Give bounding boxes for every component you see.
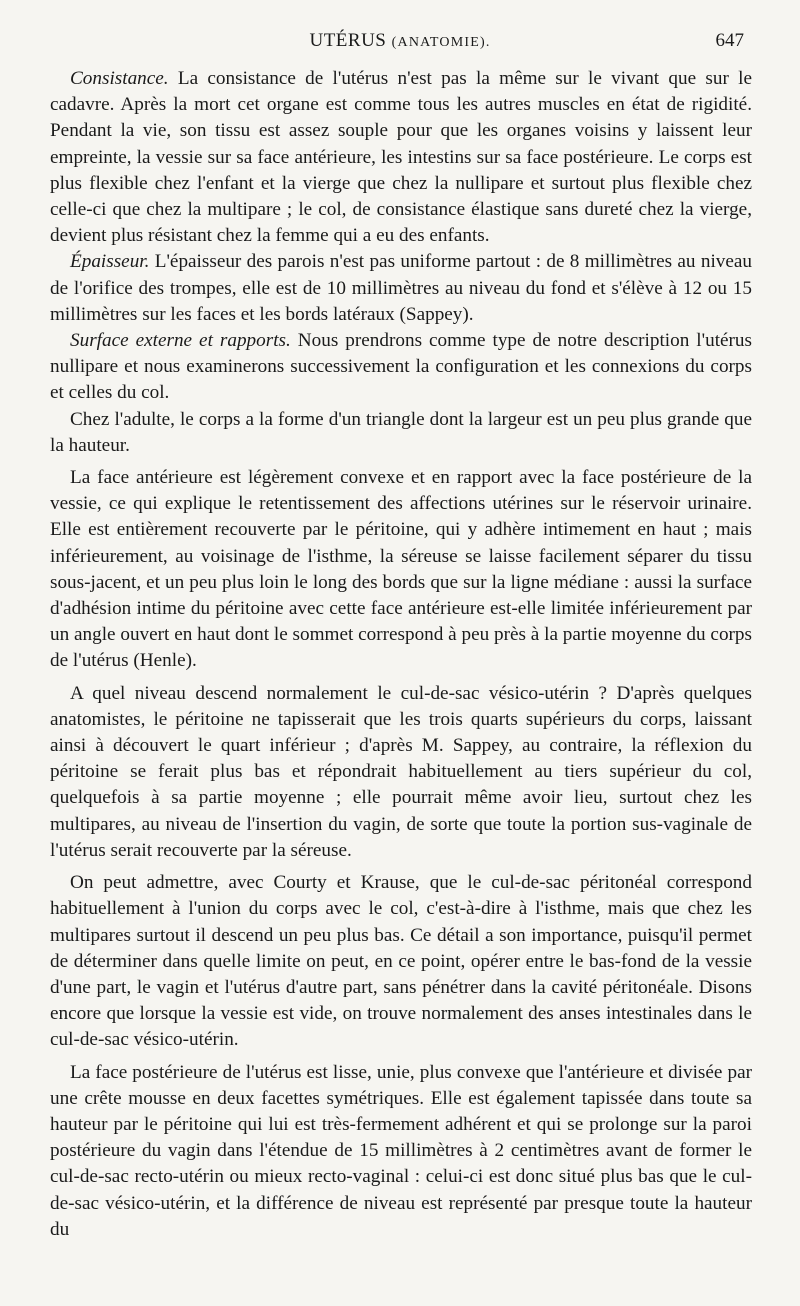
- paragraph-text: A quel niveau descend normalement le cul-de-sac vésico-utérin ? D'après quelques anatomistes, le péritoine ne tapisserait que les trois quarts supérieurs du corps, laissant ainsi à découvert le quart inférieur ; d'après M. Sappey, au contraire, la réflexion du péritoine se ferait plus bas et répondrait habituellement au tiers supérieur du col, quelquefois à sa partie moyenne ; elle pourrait même avoir lieu, surtout chez les multipares, au niveau de l'insertion du vagin, de sorte que toute la portion sus-vaginale de l'utérus serait recouverte par la séreuse.: [50, 682, 752, 861]
- page-header: [48, 30, 752, 58]
- running-title: [48, 30, 752, 52]
- paragraph-corps-adulte: [50, 407, 752, 459]
- paragraph-epaisseur: [50, 249, 752, 328]
- paragraph-face-posterieure: [50, 1060, 752, 1243]
- paragraph-lead: Consistance.: [70, 68, 169, 89]
- paragraph-text: La face antérieure est légèrement convexe et en rapport avec la face postérieure de la vessie, ce qui explique le retentissement des affections utérines sur le réservoir urinaire. Elle est entièrement recouverte par le péritoine, qui y adhère intimement en haut ; mais inférieurement, au voisinage de l'isthme, la séreuse se laisse facilement séparer du tissu sous-jacent, et un peu plus loin le long des bords que sur la ligne médiane : aussi la surface d'adhésion intime du péritoine avec cette face antérieure est-elle limitée inférieurement par un angle ouvert en haut dont le sommet correspond à peu près à la partie moyenne du corps de l'utérus (Henle).: [50, 467, 752, 672]
- page-number: 647: [715, 30, 744, 51]
- paragraph-lead: Surface externe et rapports.: [70, 330, 291, 352]
- body-text: [50, 66, 752, 1243]
- paragraph-text: L'épaisseur des parois n'est pas uniforme partout : de 8 millimètres au niveau de l'orifice des trompes, elle est de 10 millimètres au niveau du fond et s'élève à 12 ou 15 millimètres sur les faces et les bords latéraux (Sappey).: [50, 251, 752, 325]
- paragraph-text: Chez l'adulte, le corps a la forme d'un triangle dont la largeur est un peu plus grande que la hauteur.: [50, 408, 752, 456]
- paragraph-cul-de-sac: [50, 681, 752, 864]
- paragraph-courty-krause: [50, 870, 752, 1053]
- paragraph-text: Nous prendrons comme type de notre description l'utérus nullipare et nous examinerons successivement la configuration et les connexions du corps et celles du col.: [50, 330, 752, 404]
- paragraph-surface-externe: [50, 328, 752, 407]
- paragraph-text: La consistance de l'utérus n'est pas la même sur le vivant que sur le cadavre. Après la mort cet organe est comme tous les autres muscles en état de rigidité. Pendant la vie, son tissu est assez souple pour que les organes voisins y laissent leur empreinte, la vessie sur sa face antérieure, les intestins sur sa face postérieure. Le corps est plus flexible chez l'enfant et la vierge que chez la nullipare et surtout plus flexible chez celle-ci que chez la multipare ; le col, de consistance élastique sans dureté chez la vierge, devient plus résistant chez la femme qui a eu des enfants.: [50, 68, 752, 247]
- paragraph-face-anterieure: [50, 465, 752, 675]
- paragraph-consistance: [50, 66, 752, 249]
- paragraph-lead: Épaisseur.: [70, 251, 150, 273]
- running-title-main: UTÉRUS: [309, 30, 387, 51]
- paragraph-text: La face postérieure de l'utérus est lisse, unie, plus convexe que l'antérieure et divisée par une crête mousse en deux facettes symétriques. Elle est également tapissée dans toute sa hauteur par le péritoine qui lui est très-fermement adhérent et qui se prolonge sur la paroi postérieure du vagin dans l'étendue de 15 millimètres à 2 centimètres avant de former le cul-de-sac recto-utérin ou mieux recto-vaginal : celui-ci est donc situé plus bas que le cul-de-sac vésico-utérin, et la différence de niveau est représenté par presque toute la hauteur du: [50, 1061, 752, 1240]
- paragraph-text: On peut admettre, avec Courty et Krause, que le cul-de-sac péritonéal correspond habituellement à l'union du corps avec le col, c'est-à-dire à l'isthme, mais que chez les multipares surtout il descend un peu plus bas. Ce détail a son importance, puisqu'il permet de déterminer dans quelle limite on peut, en ce point, opérer entre le bas-fond de la vessie d'une part, le vagin et l'utérus d'autre part, sans pénétrer dans la cavité péritonéale. Disons encore que lorsque la vessie est vide, on trouve normalement des anses intestinales dans le cul-de-sac vésico-utérin.: [50, 872, 752, 1051]
- running-title-sub: (ANATOMIE).: [391, 35, 491, 50]
